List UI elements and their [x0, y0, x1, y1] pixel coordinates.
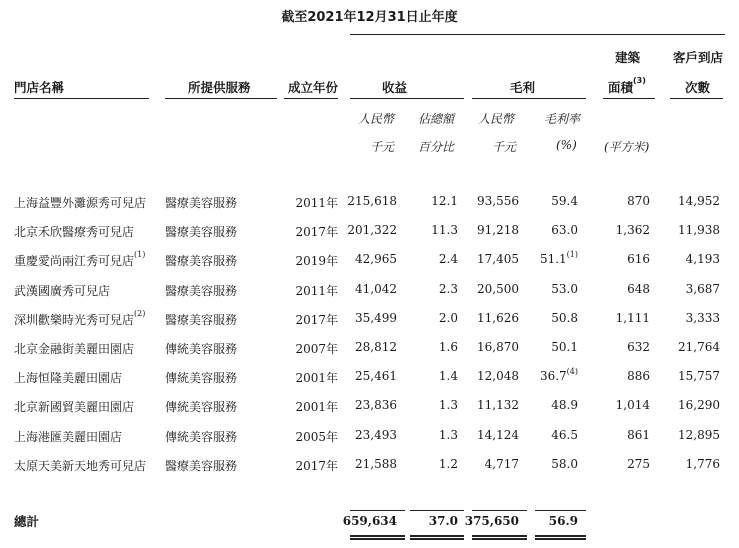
floor-area: 648 [627, 282, 650, 296]
gross-margin-note: (4) [566, 367, 578, 376]
gross-profit: 16,870 [477, 340, 519, 354]
total-revenue: 659,634 [342, 514, 397, 528]
gross-margin: 48.9 [551, 398, 578, 412]
floor-area: 1,362 [615, 223, 650, 237]
revenue: 28,812 [355, 340, 397, 354]
store-name: 北京金融街美麗田園店 [14, 342, 135, 356]
header-rule-gross-profit [472, 98, 586, 99]
gross-profit: 91,218 [477, 223, 519, 237]
revenue-percent: 2.4 [438, 252, 458, 266]
gross-margin: 50.8 [551, 311, 578, 325]
total-double-rule-gp [472, 535, 527, 540]
established-year: 2017年 [295, 313, 338, 327]
gross-margin: 46.5 [551, 428, 578, 442]
gross-margin: 51.1$^{(1)}$ [539, 250, 578, 266]
gross-margin: 53.0 [551, 282, 578, 296]
header-service: 所提供服務 [188, 80, 251, 95]
established-year: 2019年 [295, 254, 338, 268]
title-underline [350, 34, 725, 35]
sub-margin-2: (%) [556, 138, 577, 152]
store-name-note: (1) [134, 250, 146, 259]
customer-visits: 3,333 [685, 311, 720, 325]
gross-margin: 59.4 [551, 194, 578, 208]
store-name: 北京新國貿美麗田園店 [14, 400, 135, 414]
revenue-percent: 2.0 [438, 311, 458, 325]
established-year: 2017年 [295, 225, 338, 239]
service: 傳統美容服務 [165, 342, 238, 356]
sub-gp-rmb-2: 千元 [492, 140, 517, 154]
revenue: 23,836 [355, 398, 397, 412]
total-rev-pct: 37.0 [428, 514, 458, 528]
floor-area: 616 [627, 252, 650, 266]
customer-visits: 15,757 [678, 369, 720, 383]
sub-area-unit: (平方米) [604, 140, 650, 154]
customer-visits: 1,776 [685, 457, 720, 471]
floor-area: 861 [627, 428, 650, 442]
customer-visits: 4,193 [685, 252, 720, 266]
total-label: 總計 [14, 514, 40, 529]
sub-rev-pct-1: 佔總額 [418, 112, 455, 126]
header-rule-visits [670, 98, 723, 99]
header-year: 成立年份 [288, 80, 339, 95]
service: 傳統美容服務 [165, 400, 238, 414]
floor-area: 275 [627, 457, 650, 471]
header-rule-year [284, 98, 338, 99]
sub-gp-rmb-1: 人民幣 [478, 112, 515, 126]
established-year: 2011年 [295, 196, 338, 210]
customer-visits: 12,895 [678, 428, 720, 442]
header-store-name: 門店名稱 [14, 80, 65, 95]
gross-profit: 11,626 [477, 311, 519, 325]
gross-profit: 93,556 [477, 194, 519, 208]
store-name: 上海港匯美麗田園店 [14, 430, 123, 444]
total-margin: 56.9 [548, 514, 578, 528]
header-revenue: 收益 [382, 80, 408, 95]
sub-margin-1: 毛利率 [544, 112, 581, 126]
table-title: 截至2021年12月31日止年度 [281, 10, 458, 25]
established-year: 2001年 [295, 400, 338, 414]
revenue-percent: 1.2 [438, 457, 458, 471]
total-rule-margin [535, 510, 586, 511]
revenue-percent: 1.3 [438, 428, 458, 442]
header-rule-area [603, 98, 655, 99]
revenue: 25,461 [355, 369, 397, 383]
header-gross-profit: 毛利 [510, 80, 536, 95]
floor-area: 632 [627, 340, 650, 354]
floor-area: 886 [627, 369, 650, 383]
header-area-line1: 建築 [615, 50, 641, 65]
service: 醫療美容服務 [165, 196, 238, 210]
revenue: 41,042 [355, 282, 397, 296]
customer-visits: 3,687 [685, 282, 720, 296]
revenue: 215,618 [347, 194, 397, 208]
revenue-percent: 11.3 [431, 223, 458, 237]
revenue: 21,588 [355, 457, 397, 471]
revenue-percent: 12.1 [431, 194, 458, 208]
revenue-percent: 1.6 [438, 340, 458, 354]
service: 醫療美容服務 [165, 284, 238, 298]
customer-visits: 16,290 [678, 398, 720, 412]
gross-margin-note: (1) [566, 250, 578, 259]
total-rule-rev-pct [410, 510, 464, 511]
store-name-note: (2) [134, 309, 146, 318]
revenue: 35,499 [355, 311, 397, 325]
store-name: 太原天美新天地秀可兒店 [14, 459, 147, 473]
gross-profit: 14,124 [477, 428, 519, 442]
service: 醫療美容服務 [165, 459, 238, 473]
total-double-rule-rev-pct [410, 535, 464, 540]
established-year: 2005年 [295, 430, 338, 444]
service: 傳統美容服務 [165, 430, 238, 444]
header-rule-store [14, 98, 149, 99]
header-visits-line1: 客戶到店 [673, 50, 724, 65]
store-name: 重慶愛尚兩江秀可兒店$^{(1)}$ [14, 250, 146, 268]
established-year: 2011年 [295, 284, 338, 298]
established-year: 2007年 [295, 342, 338, 356]
total-rule-gp [472, 510, 527, 511]
service: 醫療美容服務 [165, 254, 238, 268]
service: 醫療美容服務 [165, 313, 238, 327]
revenue: 23,493 [355, 428, 397, 442]
gross-margin: 36.7$^{(4)}$ [539, 367, 578, 383]
header-area-line2: 面積$^{(3)}$ [608, 76, 646, 95]
header-visits-line2: 次數 [685, 80, 711, 95]
floor-area: 1,111 [615, 311, 650, 325]
revenue-percent: 1.3 [438, 398, 458, 412]
gross-profit: 4,717 [484, 457, 519, 471]
floor-area: 1,014 [615, 398, 650, 412]
gross-profit: 17,405 [477, 252, 519, 266]
total-double-rule-margin [535, 535, 586, 540]
revenue-percent: 2.3 [438, 282, 458, 296]
total-double-rule-revenue [350, 535, 405, 540]
store-name: 上海恒隆美麗田園店 [14, 371, 123, 385]
total-rule-revenue [350, 510, 405, 511]
floor-area: 870 [627, 194, 650, 208]
store-name: 上海益豐外灘源秀可兒店 [14, 196, 147, 210]
gross-profit: 12,048 [477, 369, 519, 383]
header-rule-revenue [350, 98, 464, 99]
customer-visits: 14,952 [678, 194, 720, 208]
gross-profit: 20,500 [477, 282, 519, 296]
store-name: 武漢國廣秀可兒店 [14, 284, 111, 298]
established-year: 2017年 [295, 459, 338, 473]
revenue-percent: 1.4 [438, 369, 458, 383]
customer-visits: 11,938 [678, 223, 720, 237]
gross-margin: 58.0 [551, 457, 578, 471]
header-rule-service [165, 98, 277, 99]
gross-margin: 50.1 [551, 340, 578, 354]
sub-rev-pct-2: 百分比 [418, 140, 455, 154]
gross-profit: 11,132 [477, 398, 519, 412]
service: 傳統美容服務 [165, 371, 238, 385]
customer-visits: 21,764 [678, 340, 720, 354]
sub-rev-rmb-2: 千元 [370, 140, 395, 154]
revenue: 201,322 [347, 223, 397, 237]
revenue: 42,965 [355, 252, 397, 266]
total-gp: 375,650 [464, 514, 519, 528]
store-name: 深圳歡樂時光秀可兒店$^{(2)}$ [14, 309, 146, 327]
gross-margin: 63.0 [551, 223, 578, 237]
service: 醫療美容服務 [165, 225, 238, 239]
sub-rev-rmb-1: 人民幣 [358, 112, 395, 126]
established-year: 2001年 [295, 371, 338, 385]
store-name: 北京禾欣醫療秀可兒店 [14, 225, 135, 239]
